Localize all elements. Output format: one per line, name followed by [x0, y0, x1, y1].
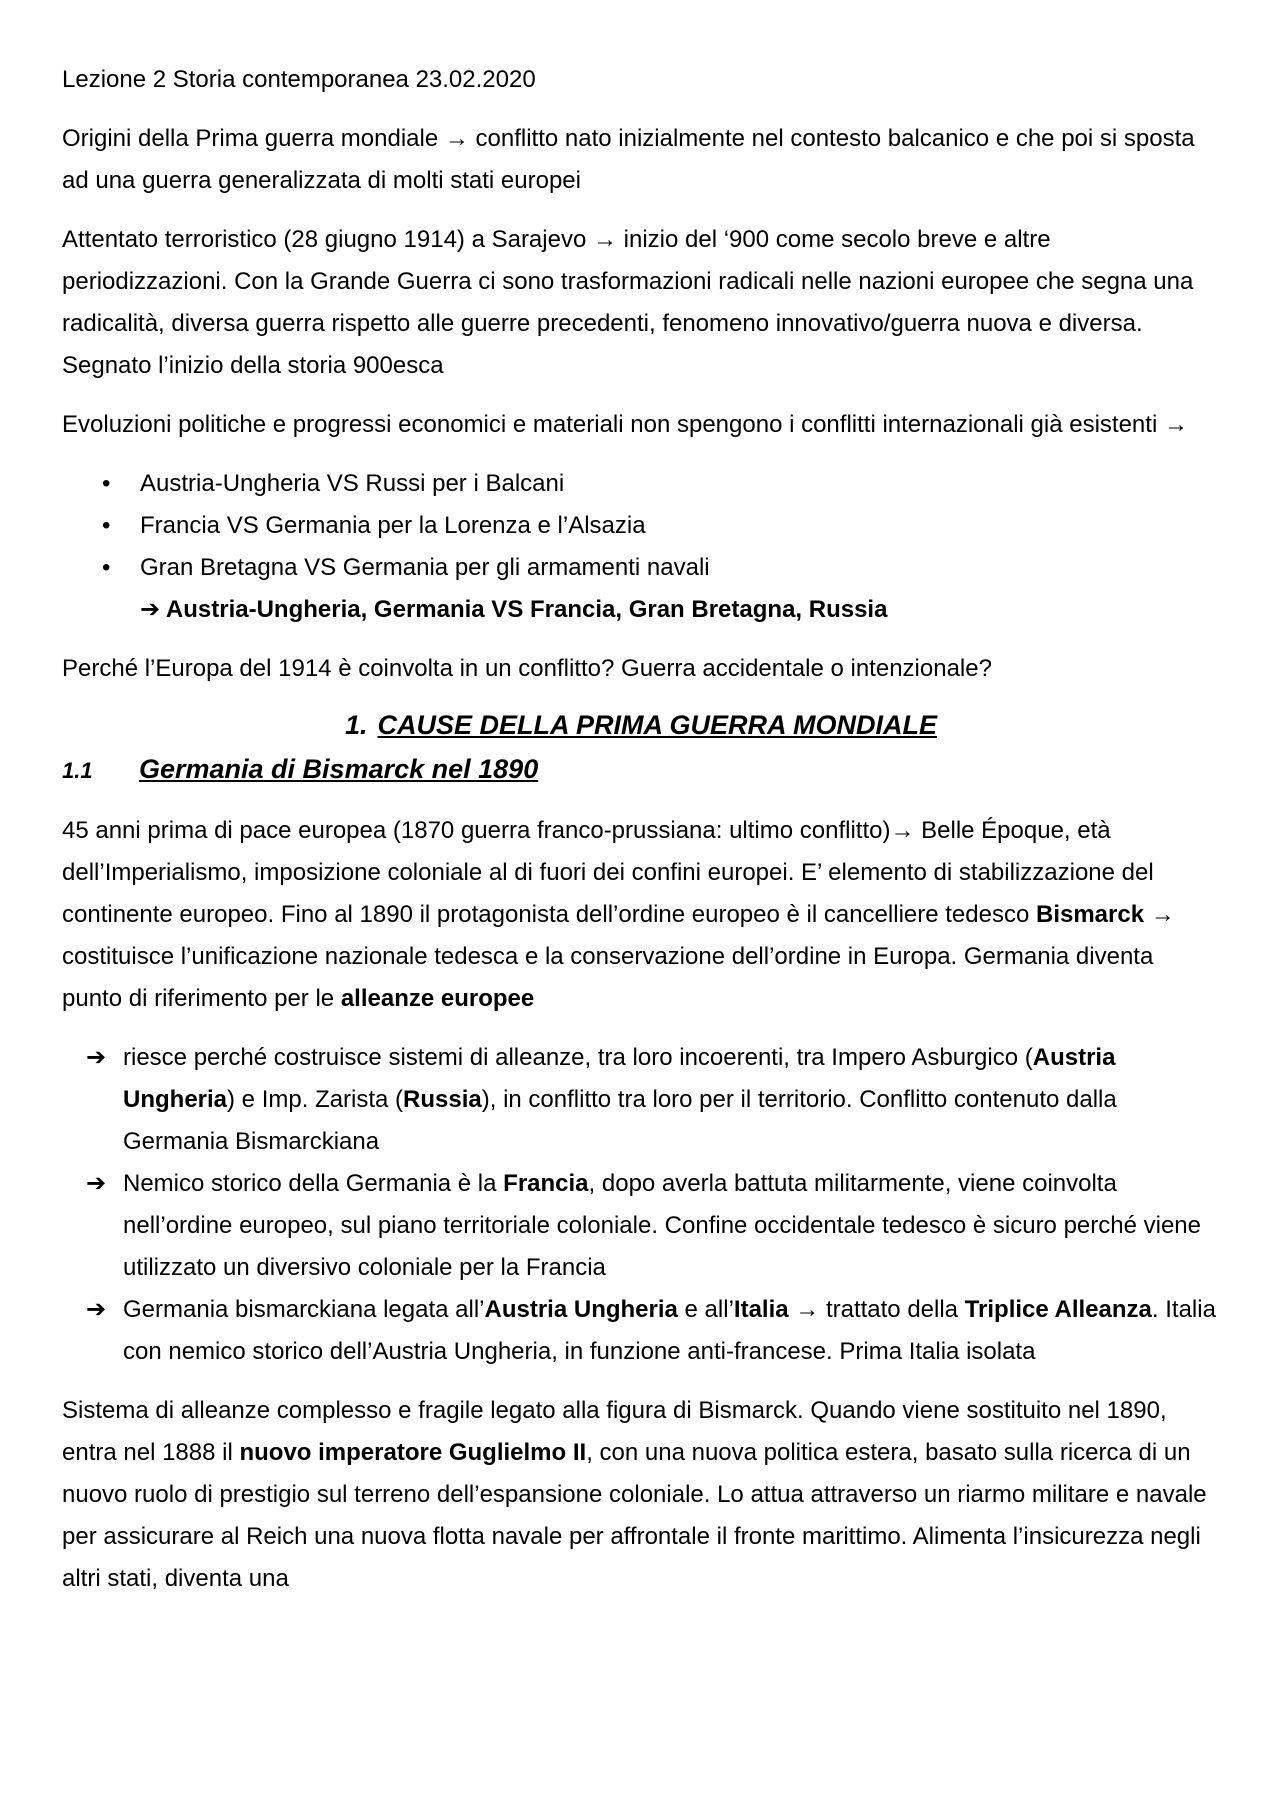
paragraph-bismarck: 45 anni prima di pace europea (1870 guerra franco-prussiana: ultimo conflitto)→ Belle Époque, età dell’Imperialismo, imposizione coloniale al di fuori dei confini europei. E’ elemento di stabilizzazione del continente europeo. Fino al 1890 il protagonista dell’ordine europeo è il cancelliere tedesco Bismarck → costituisce l’unificazione nazionale tedesca e la conservazione dell’ordine in Europa. Germania diventa punto di riferimento per le alleanze europee	[62, 817, 1175, 1012]
conflict-list	[62, 463, 1220, 589]
arrow-icon: ➔	[86, 1296, 107, 1323]
lesson-header: Lezione 2 Storia contemporanea 23.02.2020	[62, 66, 536, 93]
bismarck-alliances-list	[62, 1037, 1220, 1373]
paragraph-origins: Origini della Prima guerra mondiale → conflitto nato inizialmente nel contesto balcanico e che poi si sposta ad una guerra generalizzata di molti stati europei	[62, 125, 1195, 194]
section-heading: 1. CAUSE DELLA PRIMA GUERRA MONDIALE	[344, 710, 938, 740]
list-item: • Gran Bretagna VS Germania per gli armamenti navali	[62, 547, 1220, 589]
paragraph-question: Perché l’Europa del 1914 è coinvolta in un conflitto? Guerra accidentale o intenzionale?	[62, 655, 992, 682]
paragraph-sarajevo: Attentato terroristico (28 giugno 1914) a Sarajevo → inizio del ‘900 come secolo breve e altre periodizzazioni. Con la Grande Guerra ci sono trasformazioni radicali nelle nazioni europee che segna una radicalità, diversa guerra rispetto alle guerre precedenti, fenomeno innovativo/guerra nuova e diversa. Segnato l’inizio della storia 900esca	[62, 226, 1194, 379]
alliance-conclusion: ➔ Austria-Ungheria, Germania VS Francia, Gran Bretagna, Russia	[140, 596, 888, 623]
paragraph-guglielmo: Sistema di alleanze complesso e fragile legato alla figura di Bismarck. Quando viene sostituito nel 1890, entra nel 1888 il nuovo imperatore Guglielmo II, con una nuova politica estera, basato sulla ricerca di un nuovo ruolo di prestigio sul terreno dell’espansione coloniale. Lo attua attraverso un riarmo militare e navale per assicurare al Reich una nuova flotta navale per affrontale il fronte marittimo. Alimenta l’insicurezza negli altri stati, diventa una	[62, 1397, 1207, 1592]
bullet-icon: •	[102, 512, 111, 539]
list-item: ➔ Germania bismarckiana legata all’Austria Ungheria e all’Italia → trattato della Triplice Alleanza. Italia con nemico storico dell’Austria Ungheria, in funzione anti-francese. Prima Italia isolata	[62, 1289, 1220, 1373]
paragraph-conflicts: Evoluzioni politiche e progressi economici e materiali non spengono i conflitti internazionali già esistenti →	[62, 411, 1188, 438]
bullet-icon: •	[102, 470, 111, 497]
subsection-heading: 1.1 Germania di Bismarck nel 1890	[62, 754, 539, 784]
list-item: ➔ riesce perché costruisce sistemi di alleanze, tra loro incoerenti, tra Impero Asburgico (Austria Ungheria) e Imp. Zarista (Russia), in conflitto tra loro per il territorio. Conflitto contenuto dalla Germania Bismarckiana	[62, 1037, 1220, 1163]
arrow-icon: ➔	[140, 596, 161, 623]
arrow-icon: ➔	[86, 1170, 107, 1197]
bullet-icon: •	[102, 554, 111, 581]
list-item: • Francia VS Germania per la Lorenza e l’Alsazia	[62, 505, 1220, 547]
arrow-icon: ➔	[86, 1044, 107, 1071]
list-item: • Austria-Ungheria VS Russi per i Balcani	[62, 463, 1220, 505]
list-item: ➔ Nemico storico della Germania è la Francia, dopo averla battuta militarmente, viene coinvolta nell’ordine europeo, sul piano territoriale coloniale. Confine occidentale tedesco è sicuro perché viene utilizzato un diversivo coloniale per la Francia	[62, 1163, 1220, 1289]
